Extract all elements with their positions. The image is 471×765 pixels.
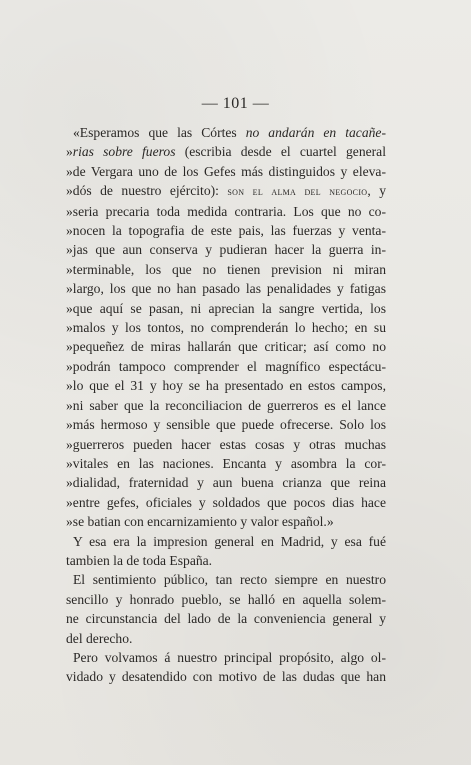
text-line: tambien la de toda España. [66, 552, 213, 568]
text-line: «Esperamos que las Córtes no andarán en tacañe- [73, 125, 386, 140]
text-line: »dialidad, fraternidad y aun buena crianza que reina [66, 475, 386, 491]
text-line: Pero volvamos á nuestro principal propósito, algo ol- [73, 649, 386, 665]
text-line: »podrán tampoco comprender el magnífico espectácu- [66, 358, 386, 374]
text-line: »de Vergara uno de los Gefes más distinguidos y eleva- [66, 163, 386, 179]
body-text [66, 123, 386, 687]
text-line: »dós de nuestro ejército): son el alma del negocio, y [66, 183, 386, 199]
text-line: »guerreros pueden hacer estas cosas y otras muchas [66, 436, 386, 452]
text-line: »malos y los tontos, no comprenderán lo hecho; en su [66, 320, 386, 336]
text-line: »que aquí se pasan, ni aprecian la sangre vertida, los [66, 300, 386, 316]
text-line: »pequeñez de miras hallarán que criticar; así como no [66, 339, 386, 355]
text-line: vidado y desatendido con motivo de las dudas que han [66, 669, 386, 685]
text-line: »largo, los que no han pasado las penalidades y fatigas [66, 281, 386, 297]
text-line: »lo que el 31 y hoy se ha presentado en estos campos, [66, 378, 386, 394]
text-line: »terminable, los que no tienen prevision ni miran [66, 261, 386, 277]
text-line: ne circunstancia del lado de la conveniencia general y [66, 611, 386, 627]
text-line: »seria precaria toda medida contraria. Los que no co- [66, 203, 386, 219]
text-line: »nocen la topografia de este pais, las fuerzas y venta- [66, 223, 386, 239]
text-line: »rias sobre fueros (escribia desde el cuartel general [66, 144, 386, 160]
text-line: »entre gefes, oficiales y soldados que pocos dias hace [66, 494, 386, 510]
text-line: del derecho. [66, 630, 133, 646]
page-number: — 101 — [201, 95, 270, 112]
text-line: sencillo y honrado pueblo, se halló en aquella solem- [66, 591, 386, 607]
text-line: »se batian con encarnizamiento y valor español.» [66, 514, 334, 530]
text-line: »más hermoso y sensible que puede ofrecerse. Solo los [66, 417, 386, 433]
text-line: »jas que aun conserva y pudieran hacer la guerra in- [66, 242, 386, 258]
text-line: El sentimiento público, tan recto siempre en nuestro [73, 572, 386, 588]
text-line: »vitales en las naciones. Encanta y asombra la cor- [66, 455, 386, 471]
text-line: »ni saber que la reconciliacion de guerreros es el lance [66, 397, 386, 413]
text-line: Y esa era la impresion general en Madrid, y esa fué [73, 533, 386, 549]
